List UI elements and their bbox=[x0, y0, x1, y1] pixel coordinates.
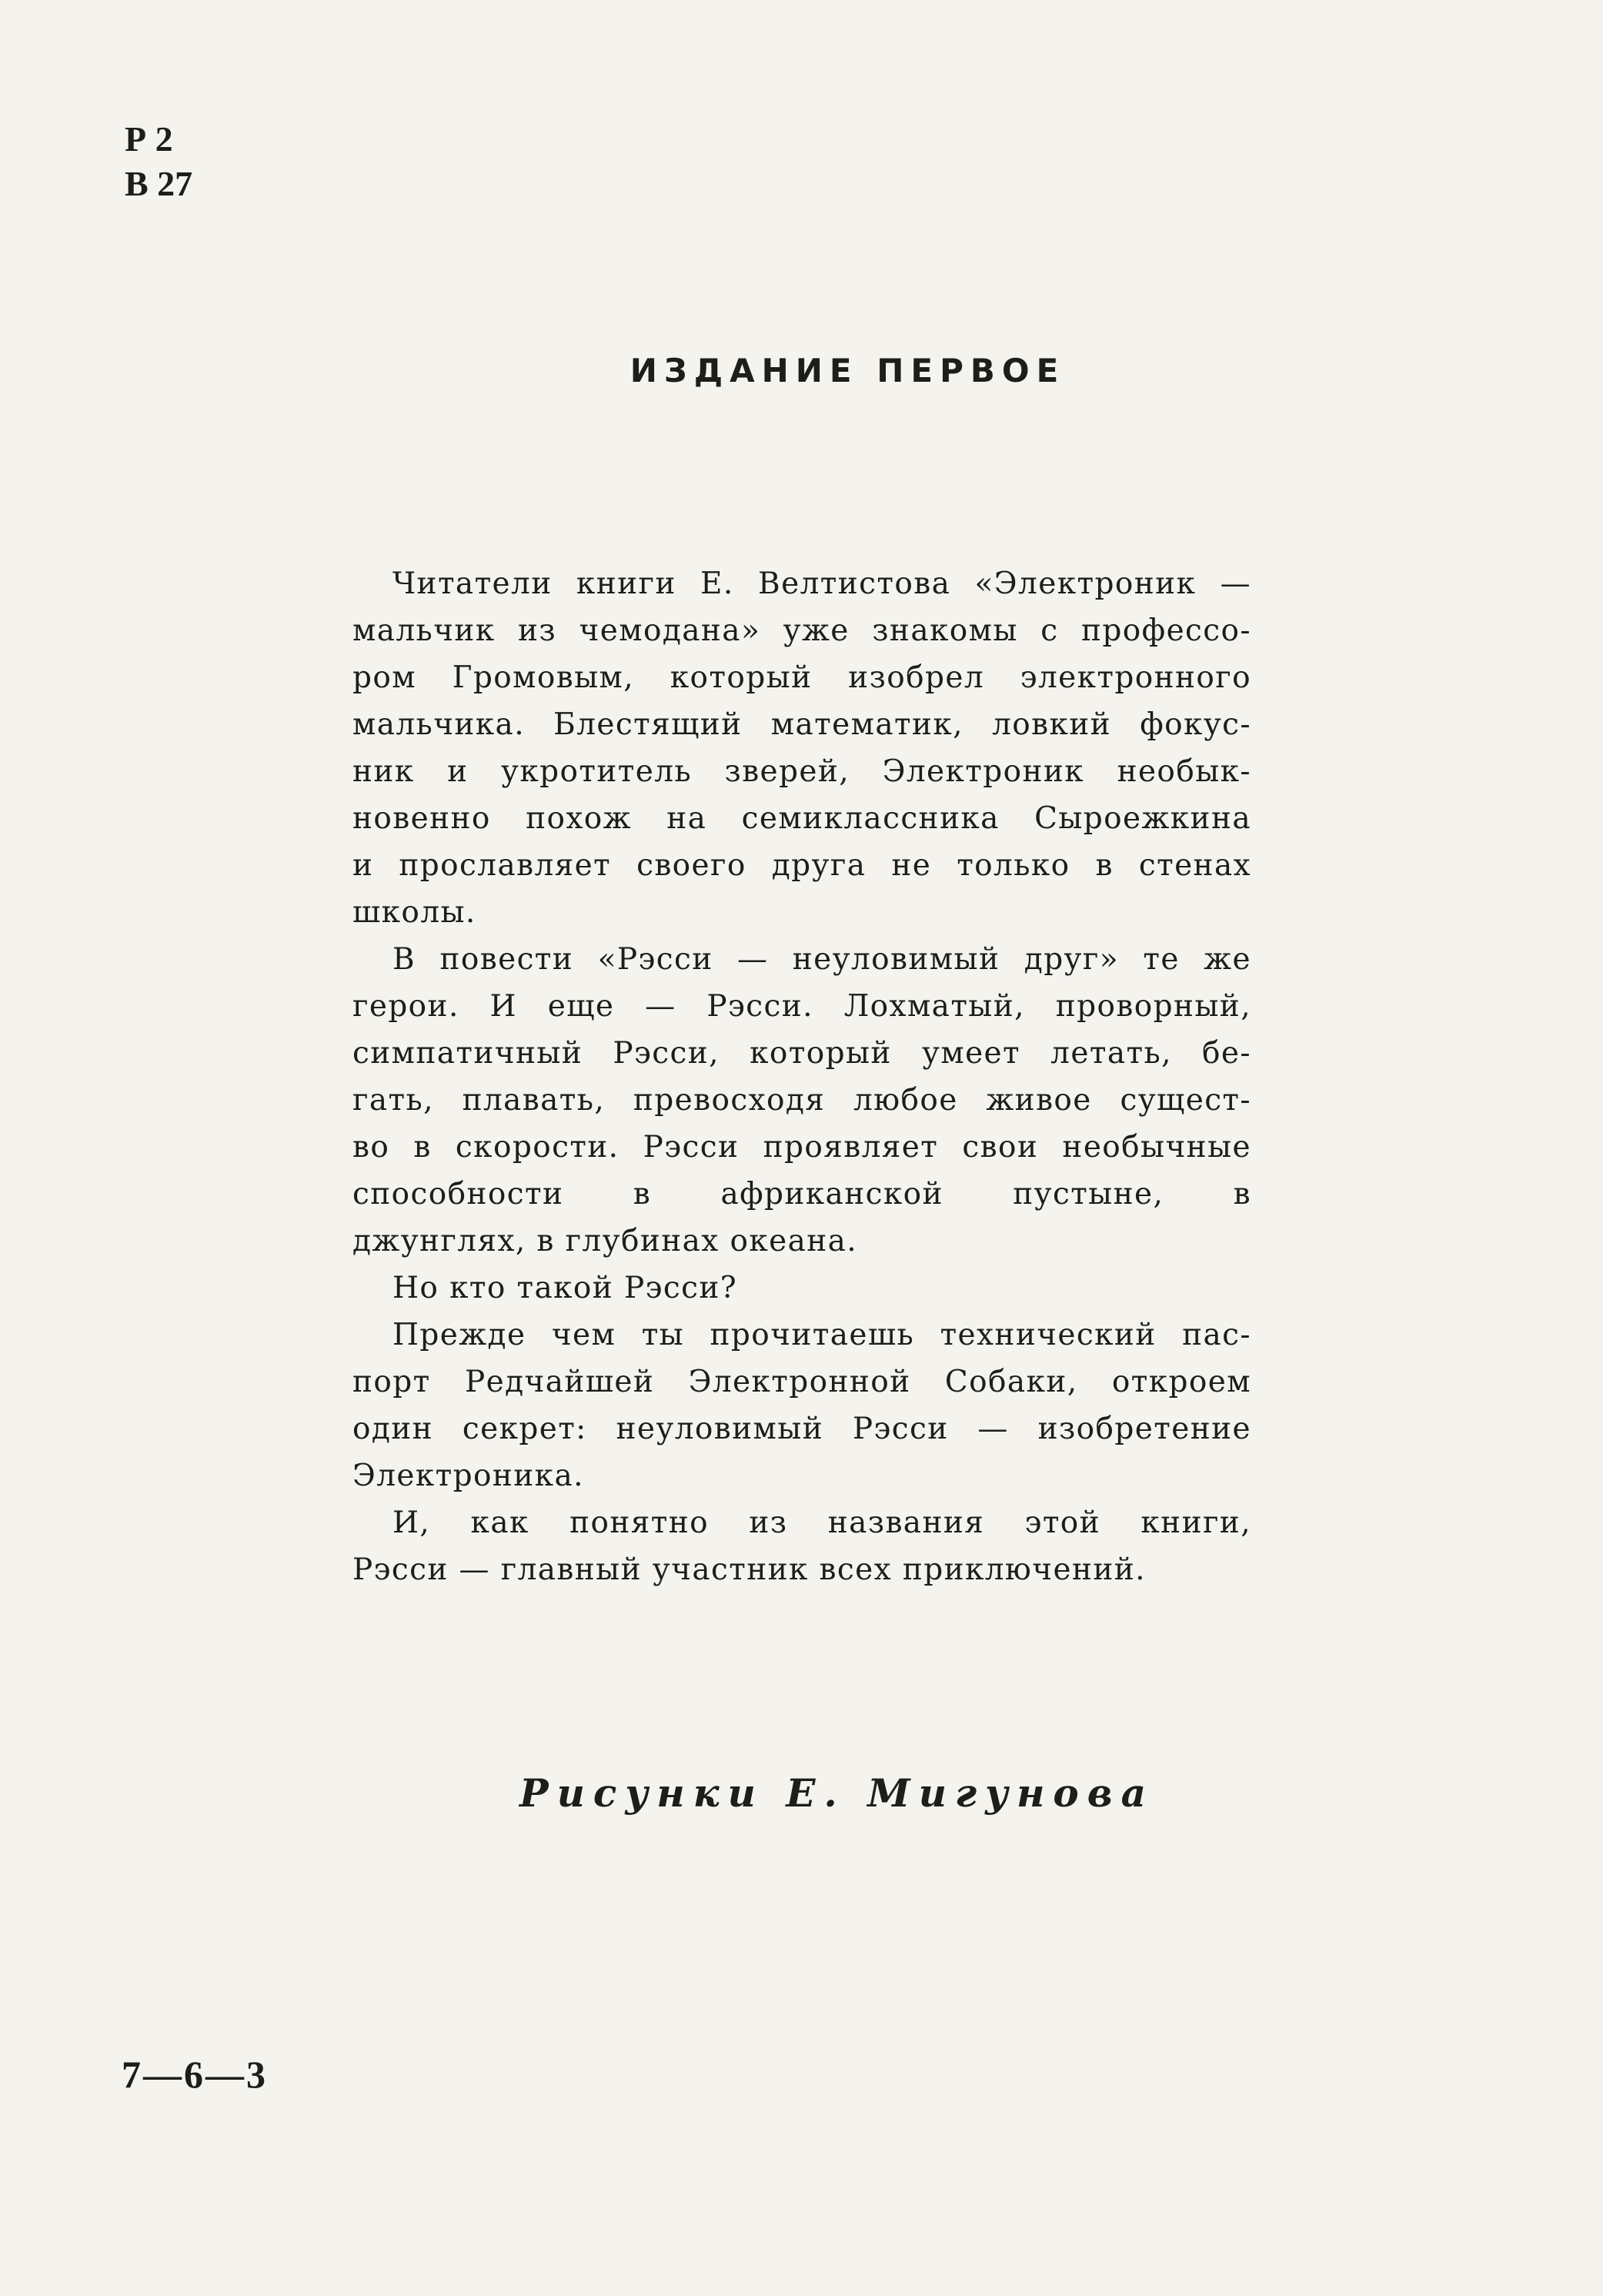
text-line: порт Редчайшей Электронной Собаки, откроем bbox=[352, 1365, 1251, 1399]
annotation-paragraph-4 bbox=[352, 1312, 1251, 1499]
text-line: Читатели книги Е. Велтистова «Электроник — bbox=[392, 566, 1251, 601]
text-line: гать, плавать, превосходя любое живое сущест- bbox=[352, 1083, 1251, 1118]
index-code: 7—6—3 bbox=[122, 2053, 268, 2096]
text-line: В повести «Рэсси — неуловимый друг» те же bbox=[392, 942, 1251, 977]
text-line: герои. И еще — Рэсси. Лохматый, проворный, bbox=[352, 989, 1251, 1024]
annotation-text bbox=[352, 560, 1251, 1593]
text-line: джунглях, в глубинах океана. bbox=[352, 1224, 858, 1258]
text-line: ром Громовым, который изобрел электронного bbox=[352, 660, 1251, 695]
text-line: симпатичный Рэсси, который умеет летать, бе- bbox=[352, 1036, 1251, 1071]
text-line: школы. bbox=[352, 895, 476, 930]
classification-line-2: В 27 bbox=[125, 164, 193, 203]
text-line: ник и укротитель зверей, Электроник необык- bbox=[352, 754, 1251, 789]
text-line: во в скорости. Рэсси проявляет свои необычные bbox=[352, 1130, 1251, 1165]
classification-line-1: Р 2 bbox=[125, 119, 173, 159]
text-line: Прежде чем ты прочитаешь технический пас- bbox=[392, 1318, 1251, 1352]
text-line: новенно похож на семиклассника Сыроежкина bbox=[352, 801, 1251, 836]
text-line: Электроника. bbox=[352, 1459, 584, 1493]
text-line: способности в африканской пустыне, в bbox=[352, 1177, 1251, 1211]
edition-text: ИЗДАНИЕ ПЕРВОЕ bbox=[630, 352, 1066, 389]
text-line: И, как понятно из названия этой книги, bbox=[392, 1506, 1251, 1540]
annotation-paragraph-3 bbox=[352, 1265, 1251, 1312]
text-line: Рэсси — главный участник всех приключений. bbox=[352, 1552, 1146, 1587]
text-line: один секрет: неуловимый Рэсси — изобретение bbox=[352, 1412, 1251, 1446]
illustrations-credit bbox=[0, 1766, 1603, 1820]
classification-code bbox=[125, 117, 192, 206]
annotation-paragraph-1 bbox=[352, 560, 1251, 936]
illustrations-text: Рисунки Е. Мигунова bbox=[519, 1770, 1155, 1816]
text-line: мальчика. Блестящий математик, ловкий фокус- bbox=[352, 707, 1251, 742]
text-line: Но кто такой Рэсси? bbox=[392, 1271, 738, 1305]
annotation-paragraph-2 bbox=[352, 936, 1251, 1265]
text-line: мальчик из чемодана» уже знакомы с профессо- bbox=[352, 613, 1251, 648]
edition-heading bbox=[0, 348, 1603, 394]
text-line: и прославляет своего друга не только в стенах bbox=[352, 848, 1251, 883]
annotation-paragraph-5 bbox=[352, 1499, 1251, 1593]
